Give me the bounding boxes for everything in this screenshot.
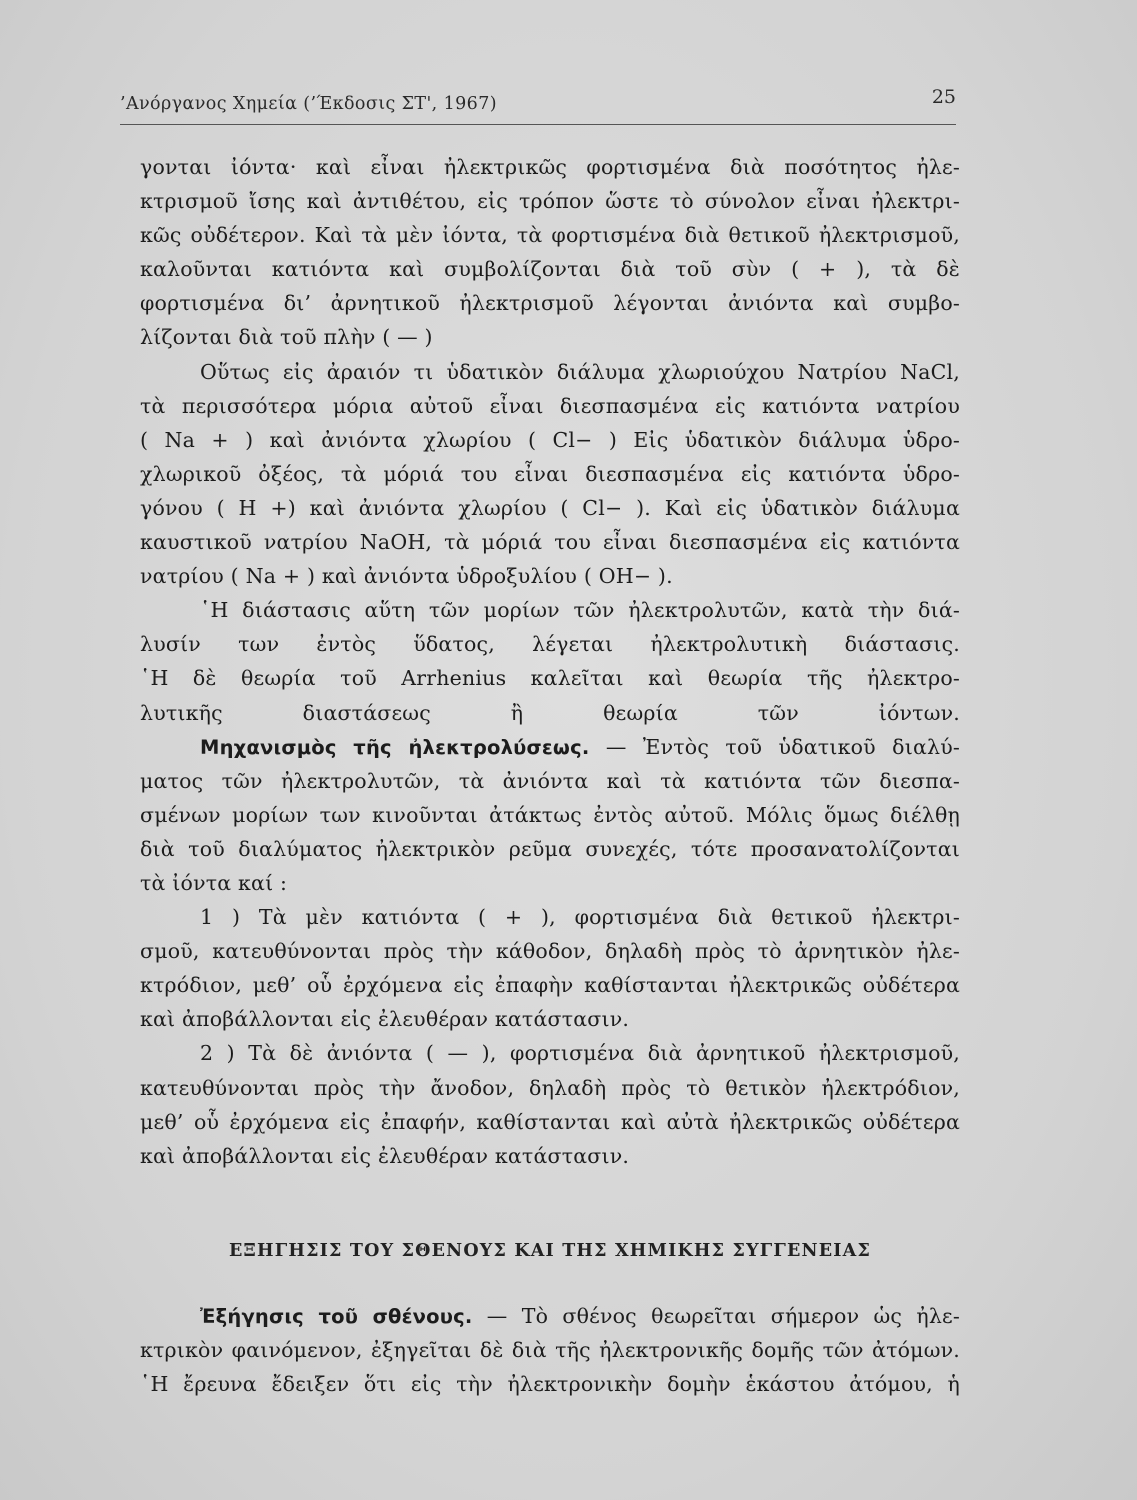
paragraph-examples	[140, 355, 960, 594]
text-line	[140, 1299, 960, 1333]
text-line: κτρισμοῦ ἴσης καὶ ἀντιθέτου, εἰς τρόπον ὥστε τὸ σύνολον εἶναι ἠλεκτρι-	[140, 189, 960, 214]
section-first-line: — Ἐντὸς τοῦ ὑδατικοῦ διαλύ-	[589, 734, 960, 759]
text-line: σμένων μορίων των κινοῦνται ἀτάκτως ἐντὸς αὐτοῦ. Μόλις ὅμως διέλθῃ	[140, 802, 960, 827]
text-line: κτρόδιον, μεθ’ οὗ ἐρχόμενα εἰς ἐπαφὴν καθίστανται ἠλεκτρικῶς οὐδέτερα	[140, 973, 960, 998]
text-line: καυστικοῦ νατρίου NaOH, τὰ μόριά του εἶναι διεσπασμένα εἰς κατιόντα	[140, 530, 960, 555]
list-item-cations	[140, 900, 960, 1036]
page-body	[140, 150, 960, 1401]
text-line: φορτισμένα δι’ ἀρνητικοῦ ἠλεκτρισμοῦ λέγονται ἀνιόντα καὶ συμβο-	[140, 291, 960, 316]
text-line: σμοῦ, κατευθύνονται πρὸς τὴν κάθοδον, δηλαδὴ πρὸς τὸ ἀρνητικὸν ἠλε-	[140, 939, 960, 964]
text-line: 2 ) Τὰ δὲ ἀνιόντα ( — ), φορτισμένα διὰ ἀρνητικοῦ ἠλεκτρισμοῦ,	[200, 1041, 960, 1066]
text-line: λίζονται διὰ τοῦ πλὴν ( — )	[140, 325, 433, 350]
text-line: ματος τῶν ἠλεκτρολυτῶν, τὰ ἀνιόντα καὶ τὰ κατιόντα τῶν διεσπα-	[140, 768, 960, 793]
text-line: κῶς οὐδέτερον. Καὶ τὰ μὲν ἰόντα, τὰ φορτισμένα διὰ θετικοῦ ἠλεκτρισμοῦ,	[140, 223, 960, 248]
text-line: κτρικὸν φαινόμενον, ἐξηγεῖται δὲ διὰ τῆς ἠλεκτρονικῆς δομῆς τῶν ἀτόμων.	[140, 1337, 960, 1362]
text-line: λυσίν των ἐντὸς ὕδατος, λέγεται ἠλεκτρολυτικὴ διάστασις.	[140, 632, 960, 657]
text-line: γόνου ( H +) καὶ ἀνιόντα χλωρίου ( Cl− ). Καὶ εἰς ὑδατικὸν διάλυμα	[140, 495, 960, 520]
text-line: ῾Η δὲ θεωρία τοῦ Arrhenius καλεῖται καὶ θεωρία τῆς ἠλεκτρο-	[140, 666, 960, 691]
section-electrolysis-mechanism	[140, 730, 960, 900]
spacer	[140, 1173, 960, 1231]
paragraph-dissociation	[140, 593, 960, 729]
text-line: ( Na + ) καὶ ἀνιόντα χλωρίου ( Cl− ) Εἰς ὑδατικὸν διάλυμα ὑδρο-	[140, 427, 960, 452]
text-line: κατευθύνονται πρὸς τὴν ἄνοδον, δηλαδὴ πρὸς τὸ θετικὸν ἠλεκτρόδιον,	[140, 1075, 960, 1100]
section-title: Μηχανισμὸς τῆς ἠλεκτρολύσεως.	[200, 735, 590, 759]
text-line: γονται ἰόντα· καὶ εἶναι ἠλεκτρικῶς φορτισμένα διὰ ποσότητος ἠλε-	[140, 155, 960, 179]
text-line: νατρίου ( Na + ) καὶ ἀνιόντα ὑδροξυλίου ( OH− ).	[140, 564, 673, 589]
text-line: καλοῦνται κατιόντα καὶ συμβολίζονται διὰ τοῦ σὺν ( + ), τὰ δὲ	[140, 257, 960, 282]
text-line: ῾Η διάστασις αὕτη τῶν μορίων τῶν ἠλεκτρολυτῶν, κατὰ τὴν διά-	[200, 598, 960, 623]
running-title: ’Ανόργανος Χημεία (’Έκδοσις ΣΤ', 1967)	[120, 94, 497, 114]
text-line: τὰ περισσότερα μόρια αὐτοῦ εἶναι διεσπασμένα εἰς κατιόντα νατρίου	[140, 393, 960, 418]
text-line: καὶ ἀποβάλλονται εἰς ἐλευθέραν κατάστασιν.	[140, 1007, 630, 1032]
chapter-heading: ΕΞΗΓΗΣΙΣ ΤΟΥ ΣΘΕΝΟΥΣ ΚΑΙ ΤΗΣ ΧΗΜΙΚΗΣ ΣΥΓΓΕΝΕΙΑΣ	[228, 1240, 872, 1261]
text-line: καὶ ἀποβάλλονται εἰς ἐλευθέραν κατάστασιν.	[140, 1143, 630, 1168]
list-item-anions	[140, 1036, 960, 1172]
text-line: χλωρικοῦ ὀξέος, τὰ μόριά του εἶναι διεσπασμένα εἰς κατιόντα ὑδρο-	[140, 461, 960, 486]
page-header	[120, 84, 956, 125]
paragraph-ions	[140, 150, 960, 355]
text-line: Οὕτως εἰς ἀραιόν τι ὑδατικὸν διάλυμα χλωριούχου Νατρίου NaCl,	[200, 359, 960, 384]
section-first-line: — Τὸ σθένος θεωρεῖται σήμερον ὡς ἠλε-	[472, 1303, 960, 1328]
text-line: ῾Η ἔρευνα ἔδειξεν ὅτι εἰς τὴν ἠλεκτρονικὴν δομὴν ἑκάστου ἀτόμου, ἡ	[140, 1372, 960, 1396]
text-line	[140, 730, 960, 764]
section-title: Ἐξήγησις τοῦ σθένους.	[200, 1304, 473, 1328]
text-line: διὰ τοῦ διαλύματος ἠλεκτρικὸν ρεῦμα συνεχές, τότε προσανατολίζονται	[140, 836, 960, 861]
section-valence	[140, 1299, 960, 1401]
page-number: 25	[931, 86, 956, 108]
text-line: τὰ ἰόντα καί :	[140, 870, 288, 895]
text-line: 1 ) Τὰ μὲν κατιόντα ( + ), φορτισμένα διὰ θετικοῦ ἠλεκτρι-	[200, 905, 960, 930]
text-line: μεθ’ οὗ ἐρχόμενα εἰς ἐπαφήν, καθίστανται καὶ αὐτὰ ἠλεκτρικῶς οὐδέτερα	[140, 1109, 960, 1134]
spacer	[140, 1271, 960, 1299]
text-line: λυτικῆς διαστάσεως ἢ θεωρία τῶν ἰόντων.	[140, 700, 960, 725]
